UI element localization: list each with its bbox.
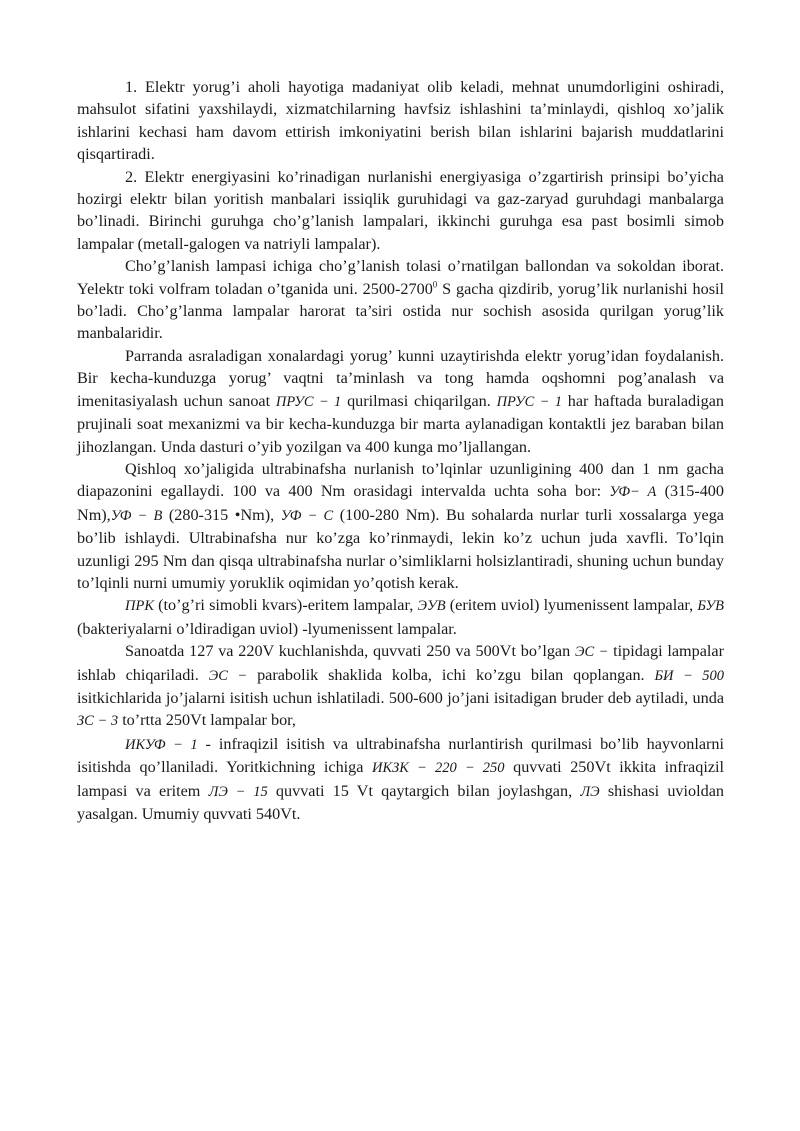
formula-ikzk-220-250: ИКЗК − 220 − 250 [372,760,505,777]
paragraph-1: 1. Elektr yorug’i aholi hayotiga madaniyat olib keladi, mehnat unumdorligini oshiradi, mahsulot sifatini yaxshilaydi, xizmatchilarning havfsiz ishlashini ta’minlaydi, qishloq xo’jalik ishlarini kechasi ham davom ettirish imkoniyatini berish bilan ishlarini bajarish muddatlarini qisqartiradi. [77,78,724,164]
p4-text-b: qurilmasi chiqarilgan. [341,391,497,410]
document-page [77,76,724,825]
p4-text-a: Parranda asraladigan xonalardagi yorug’ kunni uzaytirishda elektr yorug’idan foydalanish. Bir kecha-kunduzga yorug’ vaqtni ta’minlash va tong hamda oqshomni pog’analash va imenitasiyalash uchun sanoat [77,346,724,410]
formula-ikuf-1: ИКУФ − 1 [125,736,198,753]
formula-zs-3: ЗС − 3 [77,713,119,730]
p4-text-c: har haftada buraladigan prujinali soat mexanizmi va bir kecha-kunduzga bir marta aylanadigan kontaktli jez baraban bilan jihozlangan. Unda dasturi o’yib yozilgan va 400 kunga mo’ljallangan. [77,391,724,456]
p7-text-c: parabolik shaklida kolba, ichi ko’zgu bilan qoplangan. [247,665,655,684]
formula-es: ЭС − [574,644,609,661]
p6-text-c: (bakteriyalarni o’ldiradigan uviol) -lyumenissent lampalar. [77,619,457,638]
p8-text-a: - infraqizil isitish va ultrabinafsha nurlantirish qurilmasi bo’lib hayvonlarni isitishda qo’llaniladi. Yoritkichning ichiga [77,734,724,777]
p8-text-c: quvvati 15 Vt qaytargich bilan joylashgan, [267,781,581,800]
formula-le-15: ЛЭ − 15 [208,783,268,800]
paragraph-5 [77,458,724,594]
p5-text-b: (315-400 Nm), [77,482,724,524]
paragraph-3 [77,255,724,345]
p6-text-b: (eritem uviol) lyumenissent lampalar, [445,596,698,615]
p3-text-a: Cho’g’lanish lampasi ichiga cho’g’lanish tolasi o’rnatilgan ballondan va sokoldan iborat. Yelektr toki volfram toladan o’tganida uni. 2500-2700 [77,257,724,298]
p5-text-d: (100-280 Nm). Bu sohalarda nurlar turli xossalarga yega bo’lib ishlaydi. Ultrabinafsha nur ko’zga ko’rinmaydi, lekin ko’z uchun juda xavfli. To’lqin uzunligi 295 Nm dan qisqa ultrabinafsha nurlar o’simliklarni holsizlantiradi, shuning uchun bunday to’lqinli nurni umumiy yoruklik oqimidan yo’qotish kerak. [77,505,724,592]
paragraph-6 [77,594,724,640]
p7-text-d: isitkichlarida jo’jalarni isitish uchun ishlatiladi. 500-600 jo’jani isitadigan bruder deb aytiladi, unda [77,688,724,707]
paragraph-7 [77,640,724,733]
paragraph-2: 2. Elektr energiyasini ko’rinadigan nurlanishi energiyasiga o’zgartirish prinsipi bo’yicha hozirgi elektr bilan yoritish manbalari issiqlik guruhidagi va gaz-zaryad guruhdagi manbalarga bo’linadi. Birinchi guruhga cho’g’lanish lampalari, ikkinchi guruhga esa past bosimli simob lampalar (metall-galogen va natriyli lampalar). [77,167,724,253]
formula-es-second: ЭС − [208,667,248,684]
formula-bi-500: БИ − 500 [654,667,725,684]
formula-buv: БУВ [697,598,724,615]
degree-superscript: 0 [432,279,438,290]
p8-text-b: quvvati 250Vt ikkita infraqizil lampasi va eritem [77,758,724,800]
p3-text-b: S gacha qizdirib, yorug’lik nurlanishi hosil bo’ladi. Cho’g’lanma lampalar harorat ta’siri ostida nur sochish asosida qurilgan yorug’lik manbalaridir. [77,279,724,343]
p6-text-a: (to’g’ri simobli kvars)-eritem lampalar, [153,596,418,615]
paragraph-8 [77,733,724,826]
p7-text-a: Sanoatda 127 va 220V kuchlanishda, quvvati 250 va 500Vt bo’lgan [125,642,575,661]
formula-prus-1: ПРУС − 1 [275,393,342,410]
p7-text-b: tipidagi lampalar ishlab chiqariladi. [77,642,724,684]
formula-prk: ПРК [125,598,154,615]
formula-uf-c: УФ − С [280,507,334,524]
formula-prus-1-second: ПРУС − 1 [496,393,563,410]
formula-le: ЛЭ [580,783,600,800]
paragraph-4 [77,345,724,458]
formula-euv: ЭУВ [417,598,446,615]
p7-text-e: to’rtta 250Vt lampalar bor, [118,711,296,730]
p5-text-a: Qishloq xo’jaligida ultrabinafsha nurlanish to’lqinlar uzunligining 400 dan 1 nm gacha diapazonini egallaydi. 100 va 400 Nm orasidagi intervalda uchta soha bor: [77,459,724,501]
formula-uf-b: УФ − В [110,507,163,524]
p5-text-c: (280-315 •Nm), [162,505,281,524]
p8-text-d: shishasi uvioldan yasalgan. Umumiy quvvati 540Vt. [77,781,724,823]
formula-uf-a: УФ− А [609,484,657,501]
